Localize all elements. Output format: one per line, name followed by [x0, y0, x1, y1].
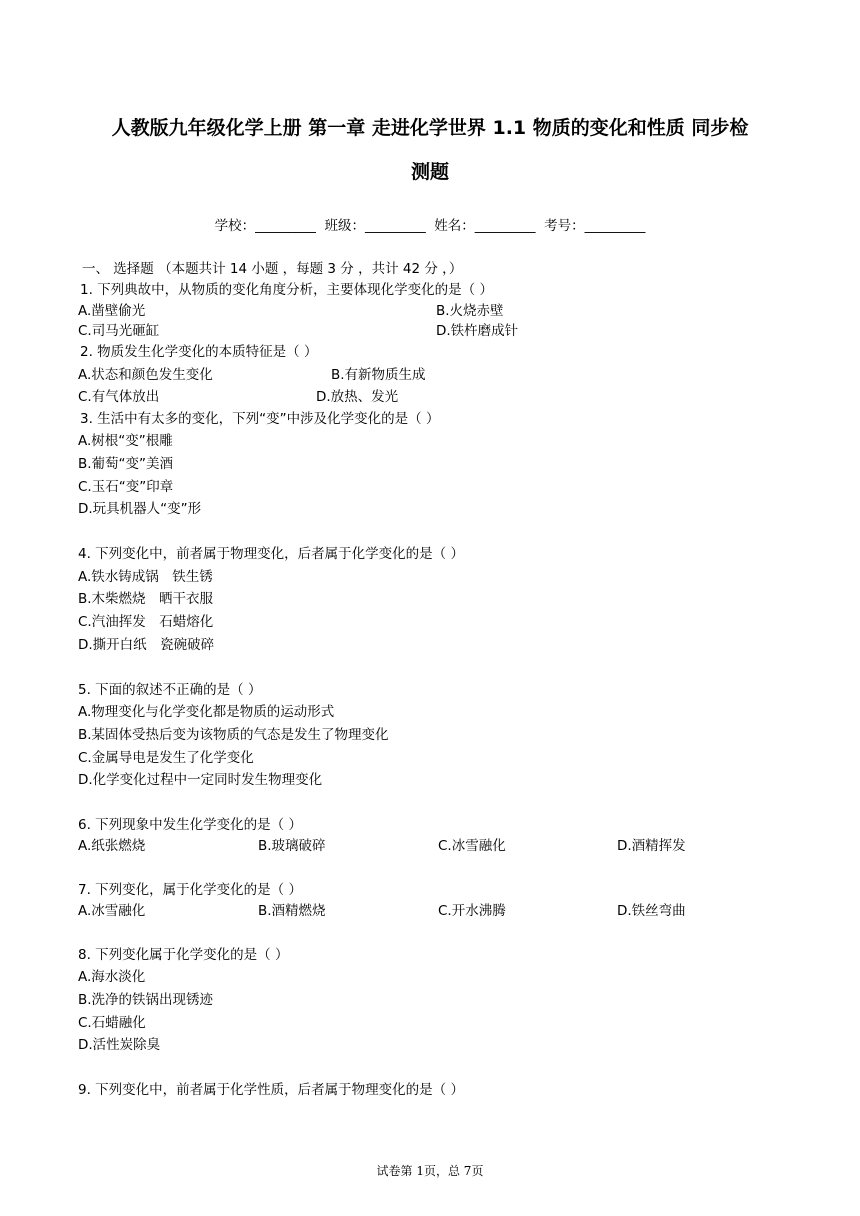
- question-stem: 5. 下面的叙述不正确的是（ ）: [78, 682, 262, 698]
- question-option: B.玻璃破碎: [258, 838, 326, 854]
- question-option: B.木柴燃烧 晒干衣服: [78, 591, 214, 607]
- question-option: B.火烧赤壁: [436, 303, 504, 319]
- question-option: A.纸张燃烧: [78, 838, 146, 854]
- question-stem: 2. 物质发生化学变化的本质特征是（ ）: [80, 344, 318, 360]
- page-footer: 试卷第 1页，总 7页: [376, 1164, 484, 1178]
- question-option: D.撕开白纸 瓷碗破碎: [78, 637, 215, 653]
- question-option: A.冰雪融化: [78, 903, 146, 919]
- question-option: B.酒精燃烧: [258, 903, 326, 919]
- question-option: A.物理变化与化学变化都是物质的运动形式: [78, 704, 335, 720]
- question-option: D.化学变化过程中一定同时发生物理变化: [78, 772, 323, 788]
- question-stem: 6. 下列现象中发生化学变化的是（ ）: [78, 817, 302, 833]
- question-option: C.石蜡融化: [78, 1015, 146, 1031]
- student-info-text: 学校：_________ 班级：_________ 姓名：_________ 考号：_________: [214, 218, 646, 234]
- exam-title-line-2: 测题: [410, 161, 449, 183]
- question-option: D.铁丝弯曲: [617, 903, 686, 919]
- question-option: D.酒精挥发: [617, 838, 686, 854]
- question-option: D.玩具机器人“变”形: [78, 501, 202, 517]
- question-stem: 7. 下列变化，属于化学变化的是（ ）: [78, 882, 302, 898]
- question-option: C.金属导电是发生了化学变化: [78, 750, 254, 766]
- question-option: A.铁水铸成锅 铁生锈: [78, 569, 213, 585]
- question-option: A.树根“变”根雕: [78, 433, 173, 449]
- question-option: B.某固体受热后变为该物质的气态是发生了物理变化: [78, 727, 389, 743]
- section-heading: 一、 选择题 （本题共计 14 小题 ，每题 3 分 ，共计 42 分 ，）: [82, 261, 463, 277]
- question-option: C.开水沸腾: [438, 903, 506, 919]
- question-option: A.凿壁偷光: [78, 303, 146, 319]
- question-option: C.有气体放出: [78, 389, 160, 405]
- question-option: C.司马光砸缸: [78, 323, 160, 339]
- question-stem: 1. 下列典故中，从物质的变化角度分析，主要体现化学变化的是（ ）: [80, 282, 493, 298]
- question-option: A.状态和颜色发生变化: [78, 367, 213, 383]
- question-option: C.汽油挥发 石蜡熔化: [78, 614, 214, 630]
- question-option: B.有新物质生成: [331, 367, 426, 383]
- question-option: D.活性炭除臭: [78, 1037, 161, 1053]
- question-option: D.铁杵磨成针: [436, 323, 519, 339]
- question-option: C.玉石“变”印章: [78, 479, 174, 495]
- question-stem: 3. 生活中有太多的变化，下列“变”中涉及化学变化的是（ ）: [80, 411, 440, 427]
- question-option: C.冰雪融化: [438, 838, 506, 854]
- student-info-line: [0, 216, 860, 236]
- question-stem: 4. 下列变化中，前者属于物理变化，后者属于化学变化的是（ ）: [78, 546, 464, 562]
- question-stem: 9. 下列变化中，前者属于化学性质，后者属于物理变化的是（ ）: [78, 1082, 464, 1098]
- exam-title-line-1: 人教版九年级化学上册 第一章 走进化学世界 1.1 物质的变化和性质 同步检: [111, 117, 749, 139]
- question-option: B.洗净的铁锅出现锈迹: [78, 992, 214, 1008]
- question-option: B.葡萄“变”美酒: [78, 456, 174, 472]
- question-option: A.海水淡化: [78, 969, 146, 985]
- question-stem: 8. 下列变化属于化学变化的是（ ）: [78, 947, 289, 963]
- question-option: D.放热、发光: [316, 389, 399, 405]
